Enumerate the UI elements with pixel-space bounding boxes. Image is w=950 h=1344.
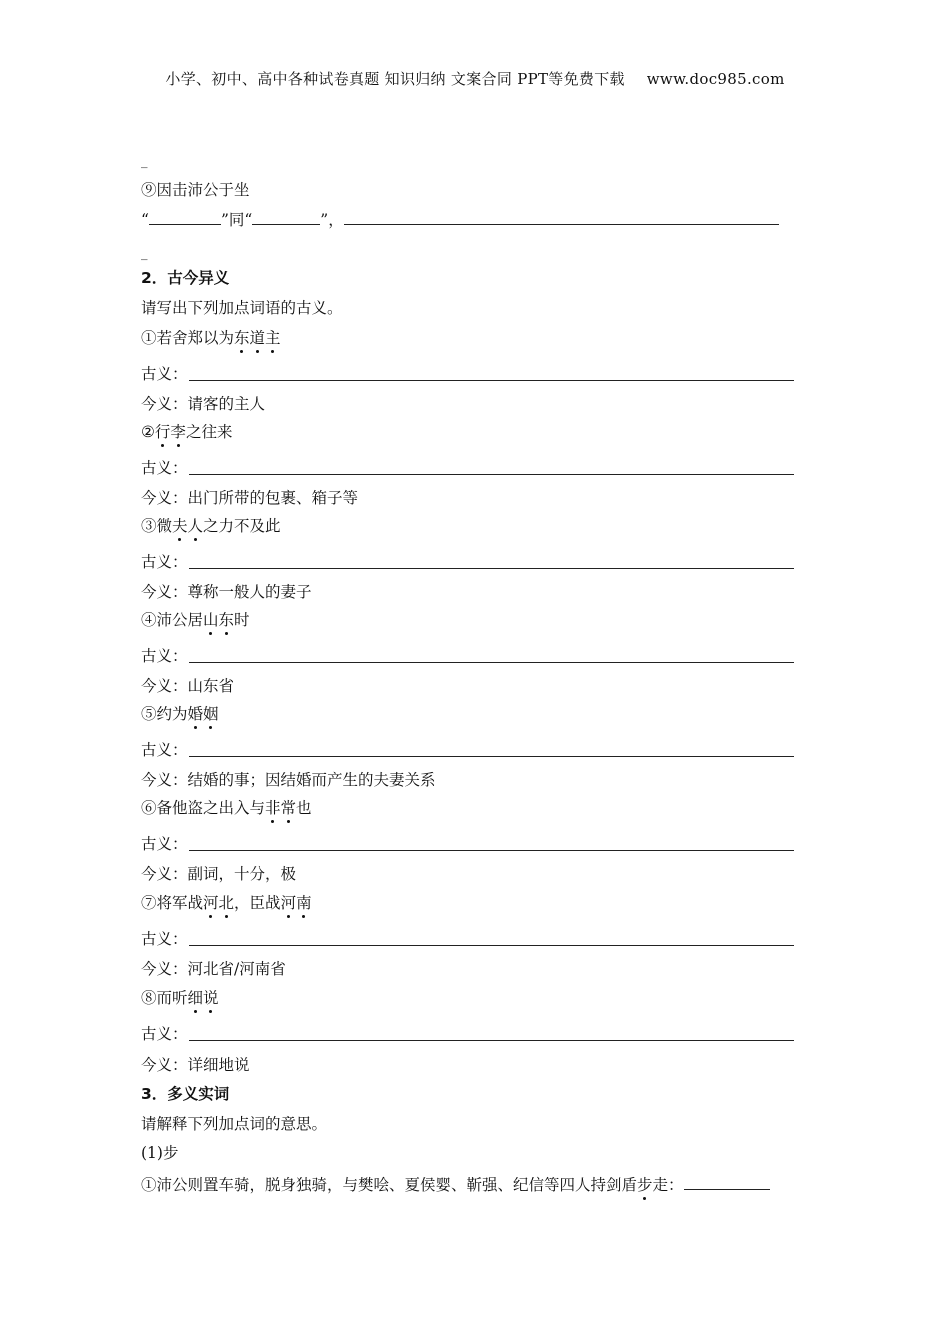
jin-meaning: 今义：请客的主人 [141,395,266,413]
answer-blank[interactable] [344,210,779,225]
gu-label: 古义： [141,835,188,853]
gu-label: 古义： [141,1025,188,1043]
gujin-item: ⑦将军战河北，臣战河南 [141,894,312,912]
gujin-item: ⑥备他盗之出入与非常也 [141,799,312,817]
jin-meaning: 今义：出门所带的包裹、箱子等 [141,489,359,507]
answer-blank[interactable] [684,1175,770,1190]
quote-open: “ [141,211,149,229]
gujin-item: ⑧而听细说 [141,989,219,1007]
section-2-instruction: 请写出下列加点词语的古义。 [141,299,343,317]
header-text: 小学、初中、高中各种试卷真题 知识归纳 文案合同 PPT等免费下载 [165,70,625,88]
gu-label: 古义： [141,647,188,665]
item9-answer-line [141,210,779,230]
answer-line[interactable] [189,662,794,663]
jin-meaning: 今义：尊称一般人的妻子 [141,583,312,601]
section-3-instruction: 请解释下列加点词的意思。 [141,1115,328,1133]
gujin-item: ⑤约为婚姻 [141,705,219,723]
gu-label: 古义： [141,365,188,383]
dash-mark: _ [141,154,148,169]
jin-meaning: 今义：详细地说 [141,1056,250,1074]
gu-label: 古义： [141,930,188,948]
section-2-title: 2．古今异义 [141,269,230,287]
quote-mid: ”同“ [220,211,253,229]
gujin-item: ①若舍郑以为东道主 [141,329,281,347]
answer-blank[interactable] [149,210,221,225]
quote-close: ”， [320,211,344,229]
section-3-title: 3．多义实词 [141,1085,230,1103]
answer-line[interactable] [189,850,794,851]
answer-blank[interactable] [252,210,320,225]
answer-line[interactable] [189,945,794,946]
answer-line[interactable] [189,474,794,475]
item9-text: ⑨因击沛公于坐 [141,181,250,199]
answer-line[interactable] [189,1040,794,1041]
gu-label: 古义： [141,459,188,477]
jin-meaning: 今义：山东省 [141,677,235,695]
gu-label: 古义： [141,553,188,571]
gujin-item: ②行李之往来 [141,423,233,441]
gu-label: 古义： [141,741,188,759]
jin-meaning: 今义：副词，十分，极 [141,865,297,883]
dash-mark: _ [141,246,148,261]
gujin-item: ④沛公居山东时 [141,611,250,629]
gujin-item: ③微夫人之力不及此 [141,517,281,535]
answer-line[interactable] [189,380,794,381]
sub-question: (1)步 [141,1144,179,1162]
jin-meaning: 今义：结婚的事；因结婚而产生的夫妻关系 [141,771,436,789]
jin-meaning: 今义：河北省/河南省 [141,960,286,978]
polysemy-item: ①沛公则置车骑，脱身独骑，与樊哙、夏侯婴、靳强、纪信等四人持剑盾步走： [141,1175,770,1195]
header-site: www.doc985.com [646,70,785,88]
page-header [0,68,950,89]
answer-line[interactable] [189,756,794,757]
answer-line[interactable] [189,568,794,569]
